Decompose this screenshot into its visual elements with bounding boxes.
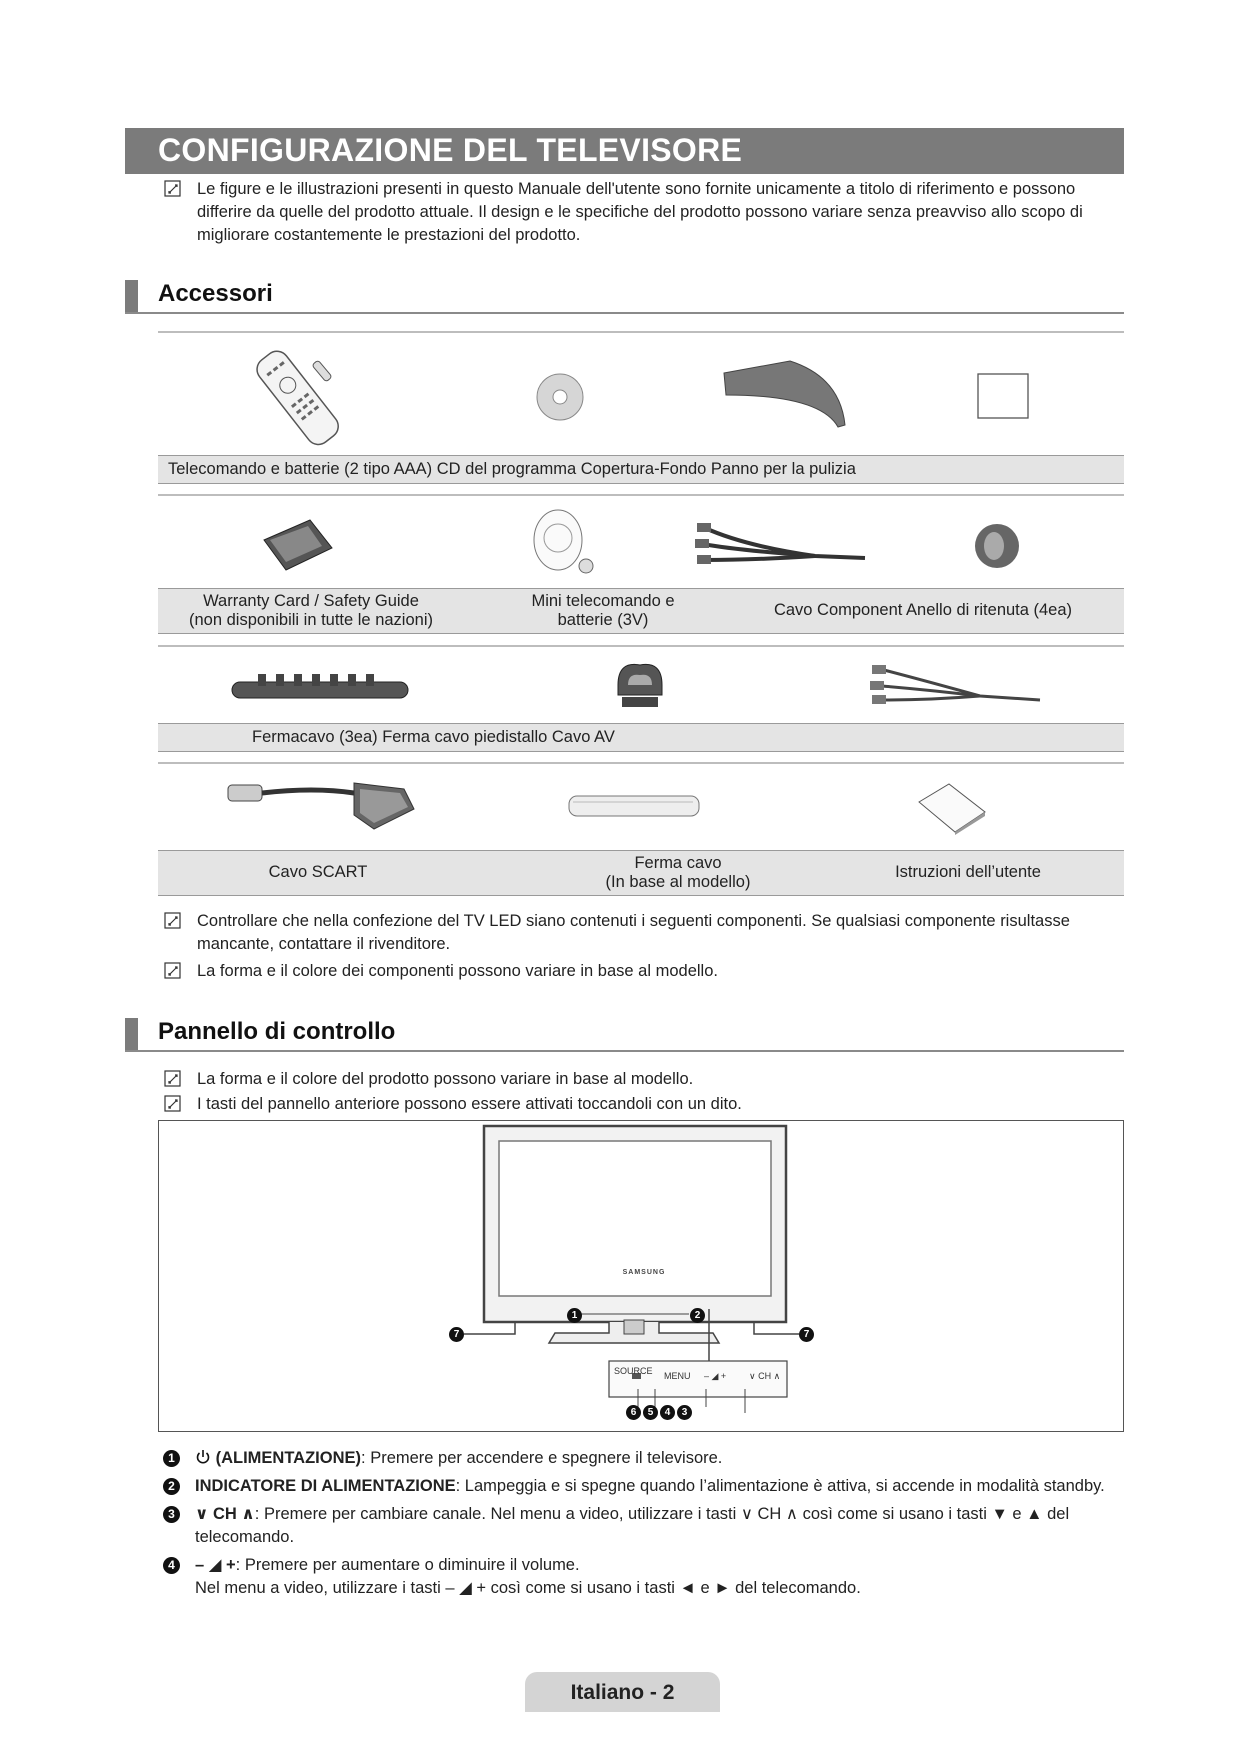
accessori-note-text: La forma e il colore dei componenti possono variare in base al modello. xyxy=(197,962,718,980)
brand-logo: SAMSUNG xyxy=(622,1269,666,1276)
mini-remote-illustration xyxy=(530,508,598,578)
accessori-note xyxy=(163,960,1093,983)
callout-7-left: 7 xyxy=(449,1327,464,1342)
row2-cell-1-line1: Warranty Card / Safety Guide xyxy=(203,592,419,610)
row3-caption-text: Fermacavo (3ea) Ferma cavo piedistallo Cavo AV xyxy=(252,728,615,746)
section-pannello-label: Pannello di controllo xyxy=(158,1018,396,1045)
item-text: : Premere per cambiare canale. Nel menu a video, utilizzare i tasti ∨ CH ∧ così come si usano i tasti ▼ e ▲ del telecomando. xyxy=(195,1505,1070,1546)
row2-cell-3 xyxy=(723,601,1123,620)
tv-front-illustration xyxy=(159,1121,1123,1431)
section-rule xyxy=(125,1050,1124,1052)
source-button-label: SOURCE xyxy=(614,1366,653,1376)
channel-button-label: ∨ CH ∧ xyxy=(749,1371,781,1381)
section-rule xyxy=(125,312,1124,314)
item-number: 2 xyxy=(163,1478,180,1495)
item-text: : Premere per aumentare o diminuire il volume. xyxy=(235,1556,580,1574)
pannello-note-text: La forma e il colore del prodotto possono variare in base al modello. xyxy=(197,1070,694,1088)
callout-3: 3 xyxy=(677,1405,692,1420)
menu-button-label: MENU xyxy=(664,1371,691,1381)
remote-control-illustration xyxy=(240,340,360,452)
item-extra-text: Nel menu a video, utilizzare i tasti – ◢ + così come si usano i tasti ◄ e ► del telecomando. xyxy=(195,1579,861,1597)
accessori-row4-caption xyxy=(158,850,1124,896)
callout-6: 6 xyxy=(626,1405,641,1420)
item-bold: INDICATORE DI ALIMENTAZIONE xyxy=(195,1477,456,1495)
callout-2: 2 xyxy=(690,1308,705,1323)
item-bold: – ◢ + xyxy=(195,1556,236,1574)
warranty-card-illustration xyxy=(260,518,335,573)
row2-cell-1-line2: (non disponibili in tutte le nazioni) xyxy=(189,611,433,629)
item-content xyxy=(195,1554,861,1600)
accessori-row2-caption xyxy=(158,588,1124,634)
pannello-notes xyxy=(163,1068,1093,1116)
row4-cell-2-line1: Ferma cavo xyxy=(634,854,722,872)
row4-cell-2-line2: (In base al modello) xyxy=(605,873,751,891)
list-item xyxy=(163,1447,1113,1470)
section-bar xyxy=(125,1018,138,1050)
note-icon xyxy=(163,962,183,980)
list-item xyxy=(163,1475,1113,1498)
note-icon xyxy=(163,1095,183,1113)
section-accessori-label: Accessori xyxy=(158,280,273,307)
row2-cell-2-line2: batterie (3V) xyxy=(557,611,649,629)
user-manual-illustration xyxy=(915,780,990,835)
callout-4: 4 xyxy=(660,1405,675,1420)
section-accessori-heading xyxy=(125,280,1124,312)
av-cable-illustration xyxy=(870,660,1045,710)
accessori-note xyxy=(163,910,1093,956)
page-title-bar xyxy=(125,128,1124,174)
page-footer-label: Italiano - 2 xyxy=(525,1672,720,1712)
pannello-note xyxy=(163,1093,1093,1116)
callout-5: 5 xyxy=(643,1405,658,1420)
row4-cell-1 xyxy=(168,863,468,882)
row2-cell-2-line1: Mini telecomando e xyxy=(531,592,675,610)
cd-illustration xyxy=(535,372,585,422)
cable-holder-illustration xyxy=(565,788,705,824)
control-panel-list xyxy=(163,1447,1113,1600)
accessori-row1-caption xyxy=(158,455,1124,484)
control-panel-diagram xyxy=(158,1120,1124,1432)
power-icon xyxy=(195,1449,211,1465)
item-text: : Premere per accendere e spegnere il televisore. xyxy=(361,1449,723,1467)
list-item xyxy=(163,1554,1113,1600)
note-icon xyxy=(163,1070,183,1088)
row4-cell-2 xyxy=(558,854,798,892)
accessori-row3-caption xyxy=(158,723,1124,752)
item-content xyxy=(195,1503,1113,1549)
retaining-ring-illustration xyxy=(972,522,1022,570)
item-content xyxy=(195,1475,1105,1498)
cleaning-cloth-illustration xyxy=(976,372,1030,422)
accessori-notes xyxy=(163,910,1093,983)
note-icon xyxy=(163,912,183,930)
list-item xyxy=(163,1503,1113,1549)
section-bar xyxy=(125,280,138,312)
divider xyxy=(158,331,1124,333)
item-bold: ∨ CH ∧ xyxy=(195,1505,255,1523)
item-text: : Lampeggia e si spegne quando l’alimentazione è attiva, si accende in modalità standby. xyxy=(455,1477,1105,1495)
stand-cable-holder-illustration xyxy=(610,655,670,715)
pannello-note xyxy=(163,1068,1093,1091)
component-cable-illustration xyxy=(695,518,870,568)
page-title: CONFIGURAZIONE DEL TELEVISORE xyxy=(158,132,743,168)
row4-cell-1-line1: Cavo SCART xyxy=(268,863,368,881)
section-pannello-heading xyxy=(125,1018,1124,1050)
accessori-note-text: Controllare che nella confezione del TV LED siano contenuti i seguenti componenti. Se qualsiasi componente risultasse mancante, contattare il rivenditore. xyxy=(197,912,1070,953)
divider xyxy=(158,494,1124,496)
item-bold: (ALIMENTAZIONE) xyxy=(215,1449,362,1467)
row2-cell-3-line1: Cavo Component Anello di ritenuta (4ea) xyxy=(773,601,1073,619)
scart-cable-illustration xyxy=(224,775,419,837)
volume-button-label: – ◢ + xyxy=(704,1371,727,1381)
divider xyxy=(158,762,1124,764)
intro-note xyxy=(163,178,1093,247)
item-number: 1 xyxy=(163,1450,180,1467)
item-number: 3 xyxy=(163,1506,180,1523)
intro-note-text: Le figure e le illustrazioni presenti in questo Manuale dell'utente sono fornite unicamente a titolo di riferimento e possono differire da quelle del prodotto attuale. Il design e le specifiche del prodotto possono variare senza preavviso allo scopo di migliorare costantemente le prestazioni del prodotto. xyxy=(197,180,1083,244)
cable-tie-illustration xyxy=(228,668,413,706)
row2-cell-1 xyxy=(166,592,456,630)
callout-7-right: 7 xyxy=(799,1327,814,1342)
cover-bottom-illustration xyxy=(720,355,855,430)
divider xyxy=(158,645,1124,647)
row4-cell-3-line1: Istruzioni dell’utente xyxy=(895,863,1041,881)
row4-cell-3 xyxy=(818,863,1118,882)
pannello-note-text: I tasti del pannello anteriore possono essere attivati toccandoli con un dito. xyxy=(197,1095,742,1113)
callout-1: 1 xyxy=(567,1308,582,1323)
item-number: 4 xyxy=(163,1557,180,1574)
note-icon xyxy=(163,180,183,198)
row1-caption-text: Telecomando e batterie (2 tipo AAA) CD del programma Copertura-Fondo Panno per la pulizia xyxy=(168,460,856,478)
row2-cell-2 xyxy=(478,592,728,630)
item-content xyxy=(195,1447,722,1470)
